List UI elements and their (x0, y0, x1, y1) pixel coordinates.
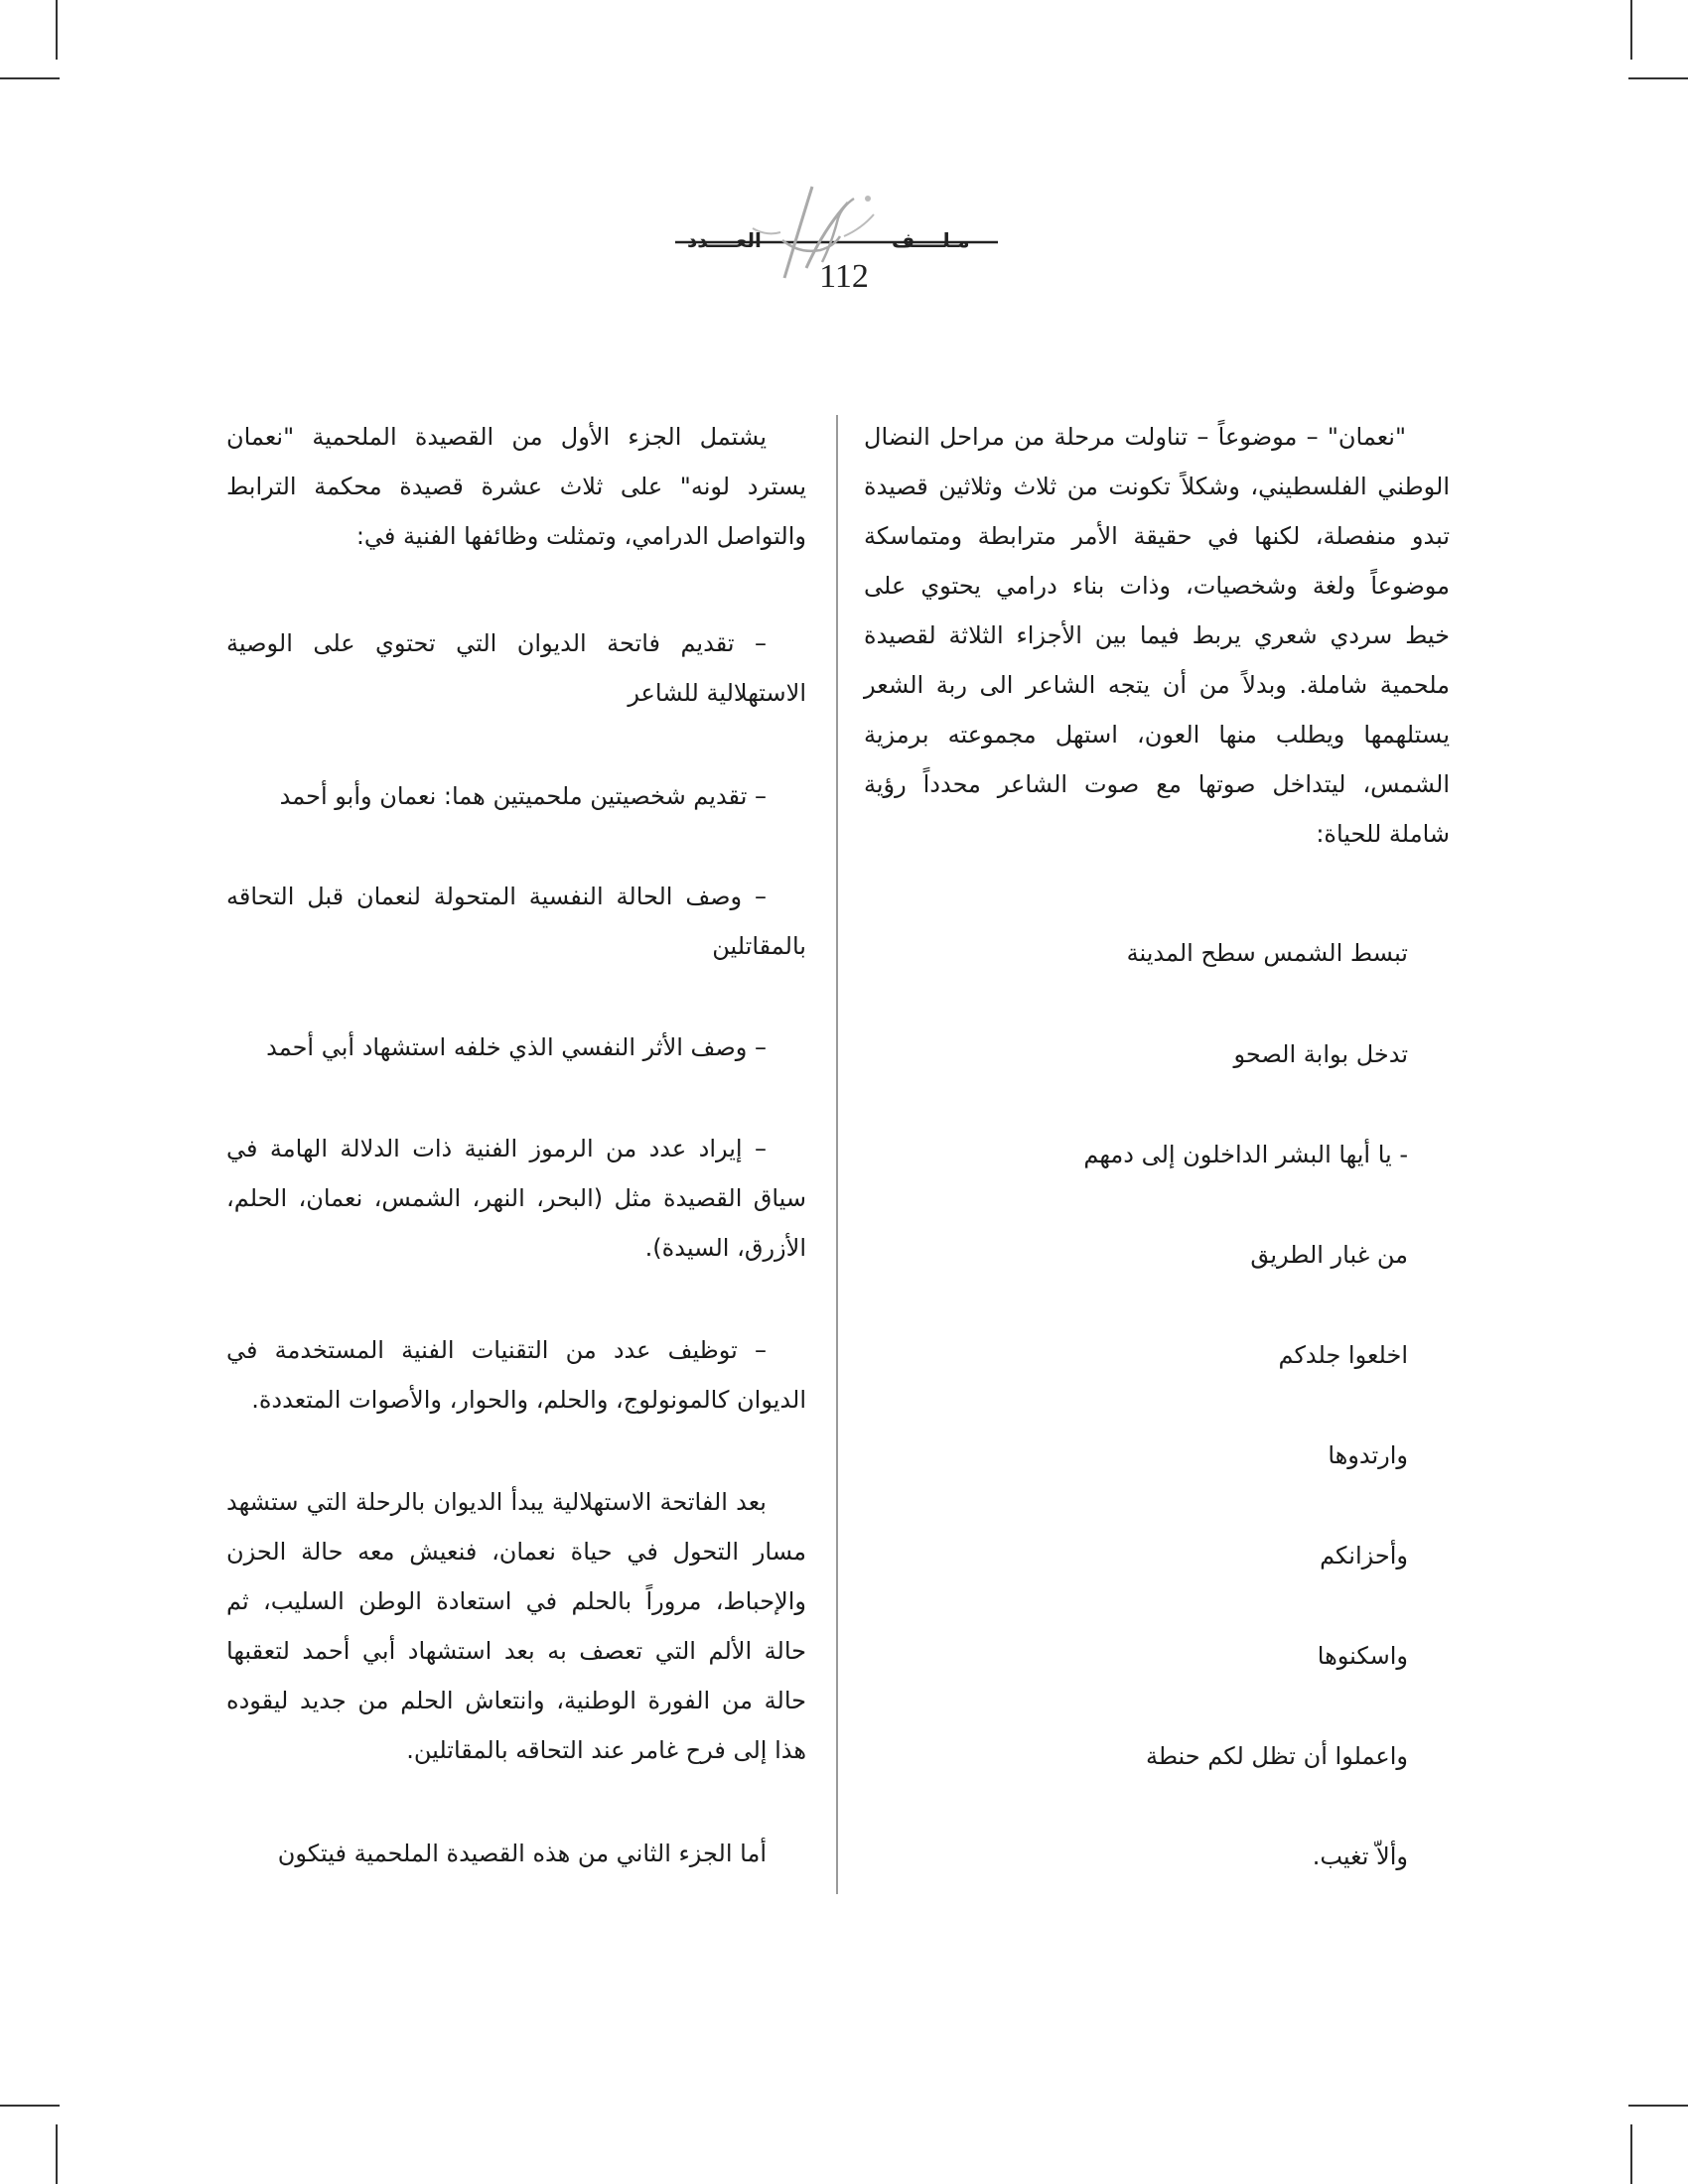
crop-mark-bottom-right-h (1628, 2105, 1688, 2107)
crop-mark-top-left (56, 0, 58, 60)
crop-mark-bottom-left (56, 2124, 58, 2184)
left-column-paragraph-continued: أما الجزء الثاني من هذه القصيدة الملحمية فيتكون (277, 1840, 767, 1867)
header-section-word-left: العــــدد (687, 228, 762, 252)
right-column-paragraph: "نعمان" – موضوعاً – تناولت مرحلة من مراحل النضال الوطني الفلسطيني، وشكلاً تكونت من ثلاث وثلاثين قصيدة تبدو منفصلة، لكنها في حقيقة الأمر مترابطة ومتماسكة موضوعاً ولغة وشخصيات، وذات بناء درامي يحتوي على خيط سردي شعري يربط فيما بين الأجزاء الثلاثة لقصيدة ملحمية شاملة. وبدلاً من أن يتجه الشاعر الى ربة الشعر يستلهمها ويطلب منها العون، استهل مجموعته برمزية الشمس، ليتداخل صوتها مع صوت الشاعر محدداً رؤية شاملة للحياة: (864, 423, 1450, 848)
page-number: 112 (819, 258, 869, 295)
list-item: – وصف الحالة النفسية المتحولة لنعمان قبل التحاقه بالمقاتلين (226, 883, 806, 960)
list-item: – وصف الأثر النفسي الذي خلفه استشهاد أبي أحمد (266, 1033, 767, 1061)
verse-line: من غبار الطريق (1250, 1241, 1408, 1269)
list-item: – إيراد عدد من الرموز الفنية ذات الدلالة الهامة في سياق القصيدة مثل (البحر، النهر، الشمس، نعمان، الحلم، الأزرق، السيدة). (226, 1135, 806, 1262)
crop-mark-bottom-left-h (0, 2105, 60, 2107)
verse-line: واسكنوها (1317, 1642, 1408, 1670)
right-column (864, 412, 1450, 859)
crop-mark-top-right (1630, 0, 1632, 60)
verse-line: اخلعوا جلدكم (1278, 1341, 1408, 1369)
verse-line: وارتدوها (1328, 1441, 1408, 1469)
verse-line: - يا أيها البشر الداخلون إلى دمهم (1083, 1141, 1408, 1168)
left-column-paragraph: بعد الفاتحة الاستهلالية يبدأ الديوان بالرحلة التي ستشهد مسار التحول في حياة نعمان، فنعيش معه حالة الحزن والإحباط، مروراً بالحلم في استعادة الوطن السليب، ثم حالة الألم التي تعصف به بعد استشهاد أبي أحمد لتعقبها حالة من الفورة الوطنية، وانتعاش الحلم من جديد ليقوده هذا إلى فرح غامر عند التحاقه بالمقاتلين. (226, 1488, 806, 1764)
list-item: – تقديم شخصيتين ملحميتين هما: نعمان وأبو أحمد (279, 782, 767, 810)
crop-mark-bottom-right (1630, 2124, 1632, 2184)
verse-line: وألاّ تغيب. (1312, 1843, 1408, 1870)
left-column-intro: يشتمل الجزء الأول من القصيدة الملحمية "نعمان يسترد لونه" على ثلاث عشرة قصيدة محكمة الترابط والتواصل الدرامي، وتمثلت وظائفها الفنية في: (226, 423, 806, 550)
verse-line: وأحزانكم (1320, 1542, 1408, 1570)
crop-mark-top-right-h (1628, 77, 1688, 79)
verse-line: واعملوا أن تظل لكم حنطة (1146, 1742, 1408, 1770)
column-divider (836, 415, 838, 1894)
list-item: – تقديم فاتحة الديوان التي تحتوي على الوصية الاستهلالية للشاعر (226, 629, 806, 707)
list-item: – توظيف عدد من التقنيات الفنية المستخدمة في الديوان كالمونولوج، والحلم، والحوار، والأصوات المتعددة. (226, 1336, 806, 1414)
verse-line: تدخل بوابة الصحو (1233, 1040, 1408, 1068)
verse-line: تبسط الشمس سطح المدينة (1126, 939, 1408, 967)
crop-mark-top-left-h (0, 77, 60, 79)
header-section-word-right: مـلــــف (892, 228, 970, 252)
running-header (635, 159, 1053, 308)
